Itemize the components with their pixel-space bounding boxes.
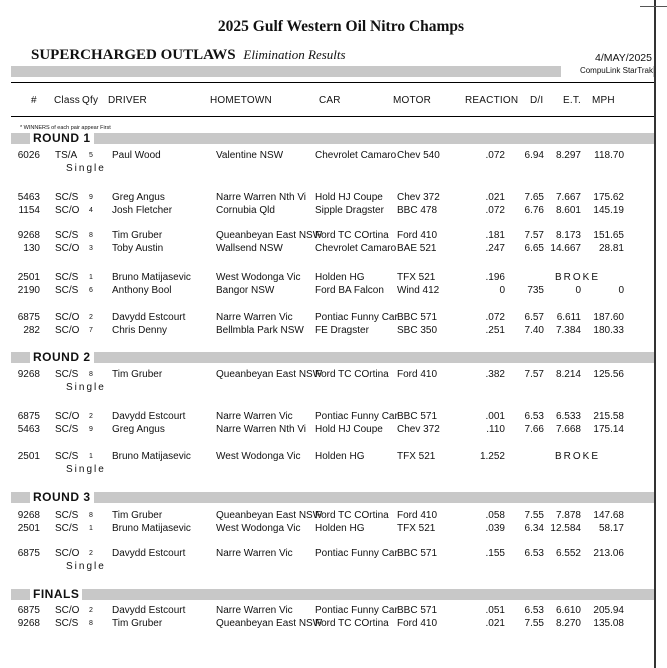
elapsed-time: 7.878 <box>555 510 581 521</box>
speed-mph: 187.60 <box>593 312 624 323</box>
reaction-time: .247 <box>485 243 505 254</box>
reaction-time: .021 <box>485 618 505 629</box>
motor: Chev 372 <box>397 192 440 203</box>
speed-mph: 180.33 <box>593 325 624 336</box>
result-row <box>0 272 654 285</box>
car: Pontiac Funny Car <box>315 312 398 323</box>
result-row <box>0 510 654 523</box>
hometown: Queanbeyan East NSW <box>216 618 323 629</box>
class: SC/S <box>55 230 79 241</box>
motor: BAE 521 <box>397 243 437 254</box>
car-number: 5463 <box>17 424 40 435</box>
car: Holden HG <box>315 272 365 283</box>
qualifying-position: 9 <box>89 426 93 433</box>
result-row <box>0 243 654 256</box>
round-label: ROUND 2 <box>30 350 94 364</box>
col-class: Class <box>54 95 81 106</box>
col-qfy: Qfy <box>82 95 99 106</box>
reaction-time: .072 <box>485 312 505 323</box>
class: SC/S <box>55 510 79 521</box>
driver-name: Toby Austin <box>112 243 164 254</box>
round-banner <box>11 352 654 363</box>
hometown: Queanbeyan East NSW <box>216 510 323 521</box>
result-row <box>0 230 654 243</box>
elapsed-time: 7.668 <box>555 424 581 435</box>
hometown: Narre Warren Nth Vi <box>216 192 307 203</box>
dial-in: 7.55 <box>524 618 544 629</box>
dial-in: 6.57 <box>524 312 544 323</box>
speed-mph: 125.56 <box>593 369 624 380</box>
class: SC/O <box>55 325 80 336</box>
class: TS/A <box>55 150 78 161</box>
result-row <box>0 411 654 424</box>
col-hometown: HOMETOWN <box>210 95 272 106</box>
col-reaction: REACTION <box>465 95 519 106</box>
round-banner <box>11 133 654 144</box>
hometown: West Wodonga Vic <box>216 451 301 462</box>
car-number: 6875 <box>17 605 40 616</box>
broke-label: BROKE <box>555 451 601 462</box>
car-number: 9268 <box>17 230 40 241</box>
elapsed-time: 12.584 <box>550 523 581 534</box>
hometown: Narre Warren Vic <box>216 411 293 422</box>
car: Ford TC COrtina <box>315 230 389 241</box>
driver-name: Tim Gruber <box>112 510 163 521</box>
qualifying-position: 5 <box>89 152 93 159</box>
car: Chevrolet Camaro <box>315 243 397 254</box>
elapsed-time: 7.667 <box>555 192 581 203</box>
class: SC/O <box>55 605 80 616</box>
motor: Chev 540 <box>397 150 440 161</box>
reaction-time: .072 <box>485 205 505 216</box>
reaction-time: 0 <box>499 285 505 296</box>
winners-note: * WINNERS of each pair appear First <box>20 125 111 131</box>
car: FE Dragster <box>315 325 369 336</box>
driver-name: Davydd Estcourt <box>112 605 186 616</box>
motor: BBC 478 <box>397 205 438 216</box>
car-number: 2501 <box>17 523 40 534</box>
qualifying-position: 1 <box>89 274 93 281</box>
hometown: Queanbeyan East NSW <box>216 230 323 241</box>
speed-mph: 0 <box>618 285 624 296</box>
elapsed-time: 14.667 <box>550 243 581 254</box>
car: Pontiac Funny Car <box>315 605 398 616</box>
car-number: 9268 <box>17 618 40 629</box>
page-title: 2025 Gulf Western Oil Nitro Champs <box>217 18 465 35</box>
motor: SBC 350 <box>397 325 438 336</box>
car: Ford TC COrtina <box>315 510 389 521</box>
result-row <box>0 312 654 325</box>
driver-name: Chris Denny <box>112 325 168 336</box>
class: SC/S <box>55 369 79 380</box>
qualifying-position: 1 <box>89 453 93 460</box>
driver-name: Paul Wood <box>112 150 161 161</box>
car: Pontiac Funny Car <box>315 411 398 422</box>
class: SC/S <box>55 451 79 462</box>
dial-in: 6.53 <box>524 411 544 422</box>
class: SC/S <box>55 424 79 435</box>
hometown: Bellmbla Park NSW <box>216 325 304 336</box>
elapsed-time: 6.610 <box>555 605 581 616</box>
reaction-time: .382 <box>485 369 505 380</box>
header-dot-band <box>11 66 654 77</box>
reaction-time: .021 <box>485 192 505 203</box>
round-label: FINALS <box>30 587 82 601</box>
car: Holden HG <box>315 451 365 462</box>
motor: Ford 410 <box>397 618 438 629</box>
dial-in: 6.53 <box>524 548 544 559</box>
class-name: SUPERCHARGED OUTLAWS <box>31 47 236 63</box>
qualifying-position: 2 <box>89 314 93 321</box>
speed-mph: 118.70 <box>594 150 624 161</box>
col-num: # <box>31 95 37 106</box>
motor: BBC 571 <box>397 605 438 616</box>
qualifying-position: 1 <box>89 525 93 532</box>
results-subtitle: Elimination Results <box>243 47 346 62</box>
qualifying-position: 2 <box>89 607 93 614</box>
dial-in: 7.55 <box>524 510 544 521</box>
broke-label: BROKE <box>555 272 601 283</box>
dial-in: 7.40 <box>524 325 544 336</box>
car: Holden HG <box>315 523 365 534</box>
driver-name: Bruno Matijasevic <box>112 272 191 283</box>
driver-name: Greg Angus <box>112 424 165 435</box>
car-number: 2501 <box>17 451 40 462</box>
class: SC/S <box>55 618 79 629</box>
car-number: 9268 <box>17 510 40 521</box>
driver-name: Bruno Matijasevic <box>112 523 191 534</box>
elapsed-time: 8.297 <box>555 150 581 161</box>
single-run-label: Single <box>66 382 106 393</box>
speed-mph: 205.94 <box>593 605 624 616</box>
car-number: 5463 <box>17 192 40 203</box>
reaction-time: .251 <box>485 325 505 336</box>
qualifying-position: 2 <box>89 413 93 420</box>
car: Ford BA Falcon <box>315 285 384 296</box>
driver-name: Tim Gruber <box>112 369 163 380</box>
speed-mph: 175.62 <box>593 192 624 203</box>
elapsed-time: 8.173 <box>555 230 581 241</box>
motor: TFX 521 <box>397 272 436 283</box>
hometown: Queanbeyan East NSW <box>216 369 323 380</box>
result-row <box>0 192 654 205</box>
result-row <box>0 618 654 631</box>
qualifying-position: 4 <box>89 207 93 214</box>
col-di: D/I <box>530 95 544 106</box>
dial-in: 6.34 <box>524 523 544 534</box>
credit-label: CompuLink StarTrak <box>561 66 653 77</box>
motor: Chev 372 <box>397 424 440 435</box>
car-number: 9268 <box>17 369 40 380</box>
driver-name: Josh Fletcher <box>112 205 173 216</box>
driver-name: Davydd Estcourt <box>112 411 186 422</box>
dial-in: 735 <box>527 285 544 296</box>
driver-name: Davydd Estcourt <box>112 548 186 559</box>
hometown: Cornubia Qld <box>216 205 275 216</box>
class: SC/O <box>55 411 80 422</box>
motor: TFX 521 <box>397 523 436 534</box>
result-row <box>0 285 654 298</box>
motor: BBC 571 <box>397 312 438 323</box>
car-number: 6875 <box>17 411 40 422</box>
class: SC/S <box>55 272 79 283</box>
hometown: Narre Warren Vic <box>216 605 293 616</box>
class: SC/O <box>55 312 80 323</box>
hometown: West Wodonga Vic <box>216 272 301 283</box>
car: Pontiac Funny Car <box>315 548 398 559</box>
car-number: 130 <box>23 243 40 254</box>
single-run-label: Single <box>66 163 106 174</box>
hometown: Narre Warren Nth Vi <box>216 424 307 435</box>
round-label: ROUND 1 <box>30 131 94 145</box>
hometown: Wallsend NSW <box>216 243 283 254</box>
driver-name: Bruno Matijasevic <box>112 451 191 462</box>
col-motor: MOTOR <box>393 95 432 106</box>
speed-mph: 135.08 <box>593 618 624 629</box>
result-row <box>0 605 654 618</box>
driver-name: Greg Angus <box>112 192 165 203</box>
class: SC/S <box>55 192 79 203</box>
elapsed-time: 6.552 <box>555 548 581 559</box>
elapsed-time: 6.533 <box>555 411 581 422</box>
page-right-border <box>654 0 656 668</box>
motor: BBC 571 <box>397 548 438 559</box>
speed-mph: 28.81 <box>598 243 624 254</box>
speed-mph: 215.58 <box>593 411 624 422</box>
motor: Wind 412 <box>397 285 440 296</box>
hometown: Narre Warren Vic <box>216 312 293 323</box>
dial-in: 6.65 <box>524 243 544 254</box>
driver-name: Tim Gruber <box>112 230 163 241</box>
result-row <box>0 369 654 382</box>
speed-mph: 145.19 <box>593 205 624 216</box>
reaction-time: .001 <box>485 411 505 422</box>
header-bottom-rule <box>11 116 654 117</box>
dial-in: 7.57 <box>524 369 544 380</box>
motor: BBC 571 <box>397 411 438 422</box>
reaction-time: .110 <box>486 424 505 435</box>
single-run-label: Single <box>66 464 106 475</box>
qualifying-position: 8 <box>89 371 93 378</box>
qualifying-position: 2 <box>89 550 93 557</box>
reaction-time: .196 <box>485 272 505 283</box>
qualifying-position: 6 <box>89 287 93 294</box>
col-et: E.T. <box>563 95 582 106</box>
reaction-time: 1.252 <box>479 451 505 462</box>
class-title <box>31 47 346 64</box>
speed-mph: 151.65 <box>593 230 624 241</box>
elapsed-time: 0 <box>575 285 581 296</box>
class: SC/O <box>55 205 80 216</box>
class: SC/O <box>55 548 80 559</box>
car: Chevrolet Camaro <box>315 150 397 161</box>
reaction-time: .051 <box>485 605 505 616</box>
dial-in: 6.53 <box>524 605 544 616</box>
hometown: Valentine NSW <box>216 150 284 161</box>
car-number: 6875 <box>17 548 40 559</box>
dial-in: 6.94 <box>524 150 544 161</box>
reaction-time: .072 <box>485 150 505 161</box>
elapsed-time: 6.611 <box>556 312 581 323</box>
car-number: 2190 <box>17 285 40 296</box>
motor: TFX 521 <box>397 451 436 462</box>
page-top-corner-rule <box>640 6 667 7</box>
hometown: Bangor NSW <box>216 285 275 296</box>
car-number: 2501 <box>17 272 40 283</box>
car: Hold HJ Coupe <box>315 192 383 203</box>
col-mph: MPH <box>592 95 615 106</box>
elapsed-time: 8.214 <box>555 369 581 380</box>
hometown: West Wodonga Vic <box>216 523 301 534</box>
car-number: 1154 <box>18 205 40 216</box>
dial-in: 7.65 <box>524 192 544 203</box>
qualifying-position: 8 <box>89 620 93 627</box>
class: SC/S <box>55 523 79 534</box>
result-row <box>0 523 654 536</box>
qualifying-position: 9 <box>89 194 93 201</box>
header-top-rule <box>11 82 654 83</box>
dial-in: 6.76 <box>524 205 544 216</box>
qualifying-position: 8 <box>89 512 93 519</box>
car: Sipple Dragster <box>315 205 384 216</box>
car-number: 6875 <box>17 312 40 323</box>
round-banner <box>11 589 654 600</box>
result-row <box>0 150 654 163</box>
qualifying-position: 7 <box>89 327 93 334</box>
result-row <box>0 548 654 561</box>
car: Ford TC COrtina <box>315 618 389 629</box>
col-car: CAR <box>319 95 341 106</box>
car: Hold HJ Coupe <box>315 424 383 435</box>
driver-name: Davydd Estcourt <box>112 312 186 323</box>
class: SC/O <box>55 243 80 254</box>
result-row <box>0 205 654 218</box>
qualifying-position: 8 <box>89 232 93 239</box>
reaction-time: .181 <box>485 230 505 241</box>
reaction-time: .058 <box>485 510 505 521</box>
speed-mph: 58.17 <box>598 523 624 534</box>
speed-mph: 175.14 <box>593 424 624 435</box>
result-row <box>0 424 654 437</box>
elapsed-time: 7.384 <box>555 325 581 336</box>
speed-mph: 213.06 <box>593 548 624 559</box>
col-driver: DRIVER <box>108 95 147 106</box>
elapsed-time: 8.270 <box>555 618 581 629</box>
round-label: ROUND 3 <box>30 490 94 504</box>
dial-in: 7.57 <box>524 230 544 241</box>
dial-in: 7.66 <box>524 424 544 435</box>
car: Ford TC COrtina <box>315 369 389 380</box>
reaction-time: .039 <box>485 523 505 534</box>
driver-name: Anthony Bool <box>112 285 172 296</box>
car-number: 6026 <box>17 150 40 161</box>
elapsed-time: 8.601 <box>555 205 581 216</box>
driver-name: Tim Gruber <box>112 618 163 629</box>
hometown: Narre Warren Vic <box>216 548 293 559</box>
speed-mph: 147.68 <box>593 510 624 521</box>
reaction-time: .155 <box>485 548 505 559</box>
motor: Ford 410 <box>397 510 438 521</box>
class: SC/S <box>55 285 79 296</box>
single-run-label: Single <box>66 561 106 572</box>
motor: Ford 410 <box>397 230 438 241</box>
round-banner <box>11 492 654 503</box>
qualifying-position: 3 <box>89 245 93 252</box>
car-number: 282 <box>23 325 40 336</box>
motor: Ford 410 <box>397 369 438 380</box>
result-row <box>0 325 654 338</box>
result-row <box>0 451 654 464</box>
event-date: 4/MAY/2025 <box>594 52 652 64</box>
